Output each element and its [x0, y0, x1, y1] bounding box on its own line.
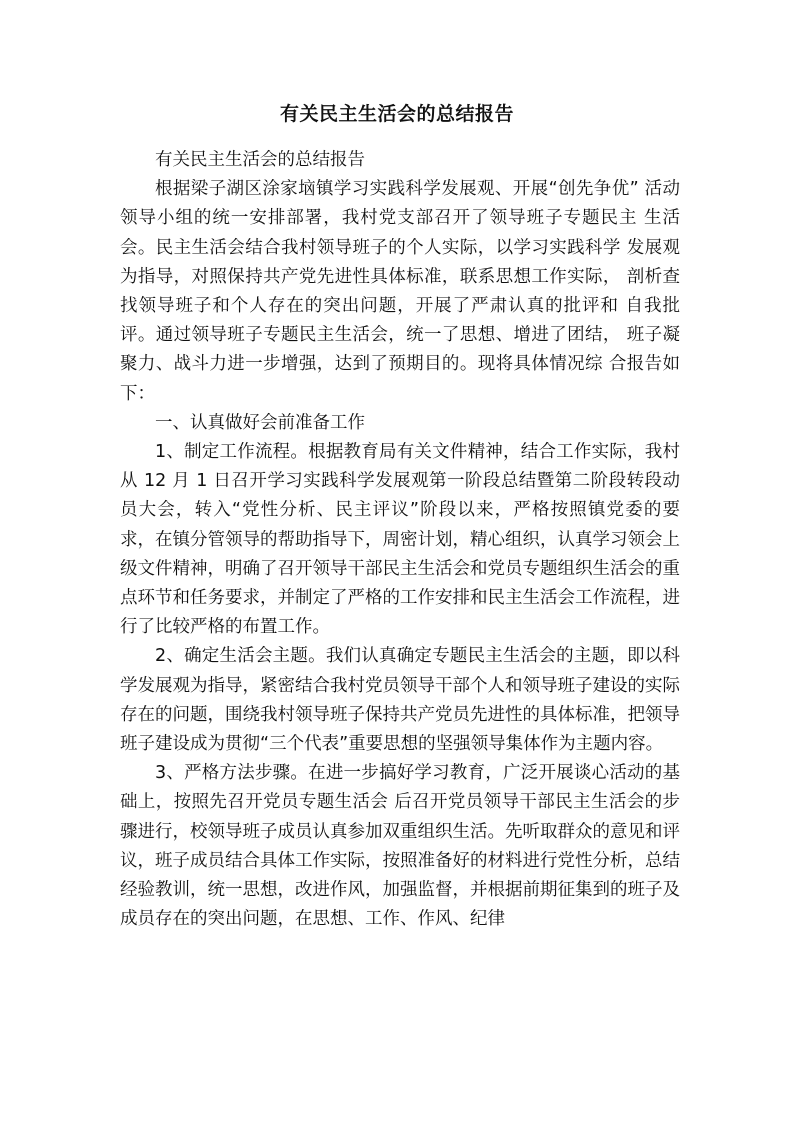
paragraph-subtitle: 有关民主生活会的总结报告 — [155, 150, 365, 170]
paragraph-steps: 3、严格方法步骤。在进一步搞好学习教育，广泛开展谈心活动的基础上，按照先召开党员专题生活会 后召开党员领导干部民主生活会的步骤进行，校领导班子成员认真参加双重组织生活。先听取群众的意见和评议，班子成员结合具体工作实际，按照准备好的材料进行党性分析，总结经验教训，统一思想，改进作风，加强监督，并根据前期征集到的班子及成员存在的突出问题，在思想、工作、作风、纪律 — [120, 763, 680, 930]
document-title: 有关民主生活会的总结报告 — [279, 103, 514, 125]
paragraph-theme: 2、确定生活会主题。我们认真确定专题民主生活会的主题，即以科学发展观为指导，紧密结合我村党员领导干部个人和领导班子建设的实际存在的问题，围绕我村领导班子保持共产党员先进性的具体标准，把领导班子建设成为贯彻“三个代表”重要思想的坚强领导集体作为主题内容。 — [120, 646, 680, 755]
paragraph-intro: 根据梁子湖区涂家垴镇学习实践科学发展观、开展“创先争优” 活动领导小组的统一安排部署，我村党支部召开了领导班子专题民主 生活会。民主生活会结合我村领导班子的个人实际，以学习实践科学 发展观为指导，对照保持共产党先进性具体标准，联系思想工作实际， 剖析查找领导班子和个人存在的突出问题，开展了严肃认真的批评和 自我批评。通过领导班子专题民主生活会，统一了思想、增进了团结， 班子凝聚力、战斗力进一步增强，达到了预期目的。现将具体情况综 合报告如下： — [120, 179, 680, 404]
paragraph-workflow: 1、制定工作流程。根据教育局有关文件精神，结合工作实际，我村从 12 月 1 日召开学习实践科学发展观第一阶段总结暨第二阶段转段动员大会，转入“党性分析、民主评议”阶段以来，严格按照镇党委的要求，在镇分管领导的帮助指导下，周密计划，精心组织，认真学习领会上级文件精神，明确了召开领导干部民主生活会和党员专题组织生活会的重点环节和任务要求，并制定了严格的工作安排和民主生活会工作流程，进行了比较严格的布置工作。 — [120, 442, 680, 638]
document-body — [120, 146, 680, 934]
section-heading-preparation: 一、认真做好会前准备工作 — [155, 412, 365, 433]
